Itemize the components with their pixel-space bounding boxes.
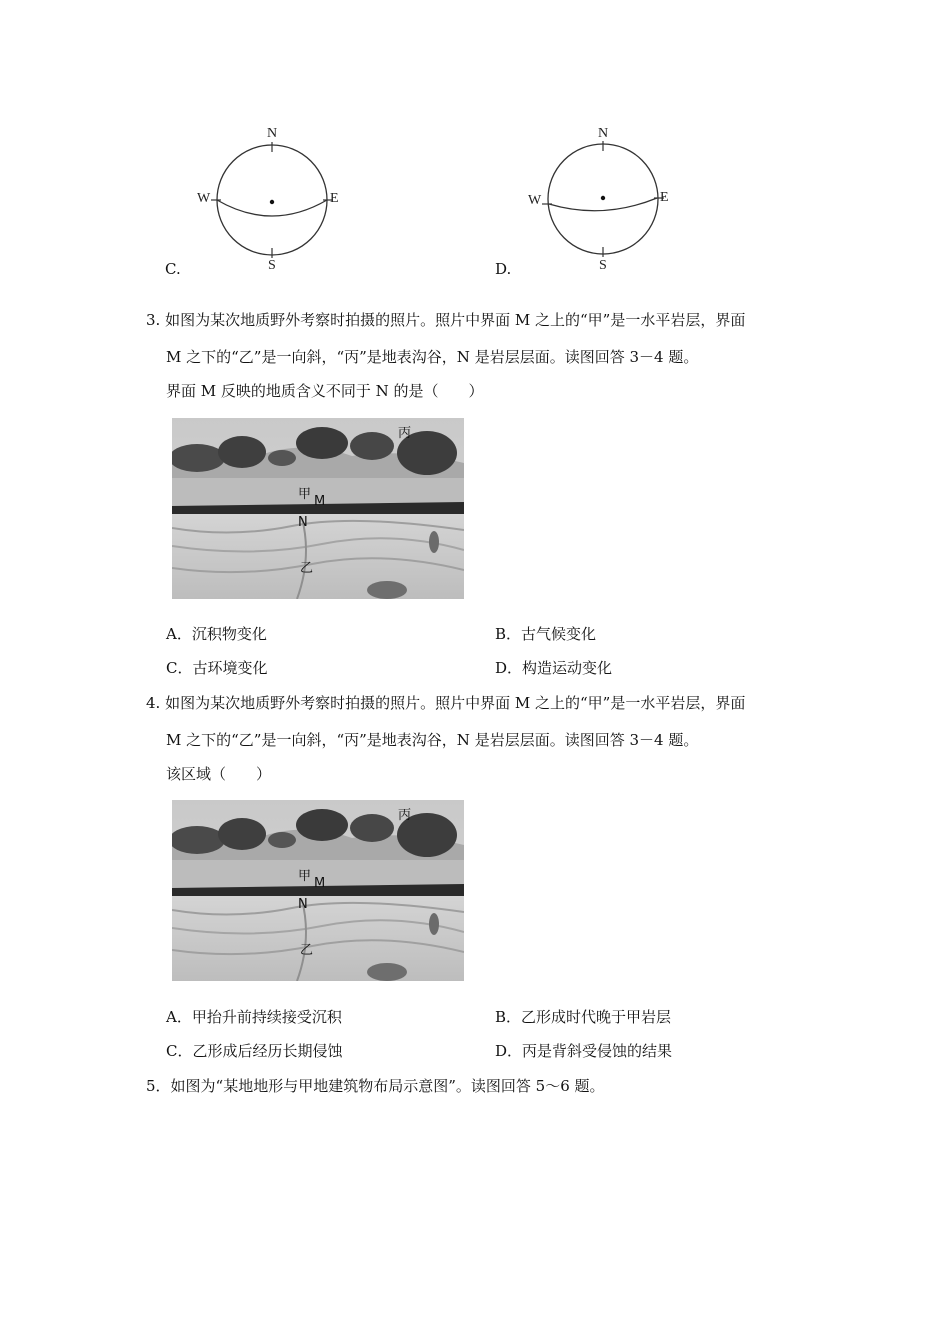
q3-option-c[interactable]: C．古环境变化 bbox=[166, 659, 268, 677]
q3-photo-label-n: N bbox=[298, 515, 308, 530]
q4-option-a[interactable]: A．甲抬升前持续接受沉积 bbox=[166, 1008, 342, 1026]
option-c-globe-diagram bbox=[195, 122, 355, 282]
globe-c-w-label: W bbox=[197, 191, 211, 206]
globe-d-w-label: W bbox=[528, 193, 542, 208]
option-c-label: C. bbox=[165, 260, 181, 278]
q3-photo-label-yi: 乙 bbox=[300, 561, 314, 576]
q4-geology-photo bbox=[172, 800, 464, 981]
option-d-globe-diagram bbox=[525, 122, 685, 282]
q3-option-d[interactable]: D．构造运动变化 bbox=[495, 659, 613, 677]
globe-c-n-label: N bbox=[267, 126, 278, 141]
globe-d-e-label: E bbox=[660, 190, 669, 205]
q4-stem-line1: 4. 如图为某次地质野外考察时拍摄的照片。照片中界面 M 之上的“甲”是一水平岩层，界面 bbox=[146, 694, 746, 712]
q5-stem: 5．如图为“某地地形与甲地建筑物布局示意图”。读图回答 5～6 题。 bbox=[146, 1077, 605, 1095]
globe-d-center-dot bbox=[601, 196, 605, 200]
q3-photo-label-m: M bbox=[314, 494, 326, 509]
q3-geology-photo bbox=[172, 418, 464, 599]
q3-photo-label-jia: 甲 bbox=[298, 487, 312, 502]
q4-photo-label-n: N bbox=[298, 897, 308, 912]
q3-stem-line2: M 之下的“乙”是一向斜，“丙”是地表沟谷，N 是岩层层面。读图回答 3－4 题。 bbox=[166, 348, 699, 366]
q4-stem-line2: M 之下的“乙”是一向斜，“丙”是地表沟谷，N 是岩层层面。读图回答 3－4 题。 bbox=[166, 731, 699, 749]
q4-option-d[interactable]: D．丙是背斜受侵蚀的结果 bbox=[495, 1042, 673, 1060]
q3-question: 界面 M 反映的地质含义不同于 N 的是（ ） bbox=[166, 382, 484, 400]
q4-option-c[interactable]: C．乙形成后经历长期侵蚀 bbox=[166, 1042, 343, 1060]
q4-photo-label-jia: 甲 bbox=[298, 869, 312, 884]
option-d-label: D. bbox=[495, 260, 512, 278]
globe-d-n-label: N bbox=[598, 126, 609, 141]
q4-photo-label-bing: 丙 bbox=[398, 808, 412, 823]
q4-photo-label-yi: 乙 bbox=[300, 943, 314, 958]
globe-c-e-label: E bbox=[330, 191, 339, 206]
q3-option-b[interactable]: B．古气候变化 bbox=[495, 625, 597, 643]
q4-question: 该区域（ ） bbox=[166, 765, 272, 783]
globe-c-center-dot bbox=[270, 200, 274, 204]
q3-option-a[interactable]: A．沉积物变化 bbox=[166, 625, 267, 643]
q3-photo-label-bing: 丙 bbox=[398, 426, 412, 441]
globe-c-s-label: S bbox=[268, 258, 276, 273]
q4-option-b[interactable]: B．乙形成时代晚于甲岩层 bbox=[495, 1008, 672, 1026]
q3-stem-line1: 3. 如图为某次地质野外考察时拍摄的照片。照片中界面 M 之上的“甲”是一水平岩层，界面 bbox=[146, 311, 746, 329]
globe-d-s-label: S bbox=[599, 258, 607, 273]
q4-photo-label-m: M bbox=[314, 876, 326, 891]
